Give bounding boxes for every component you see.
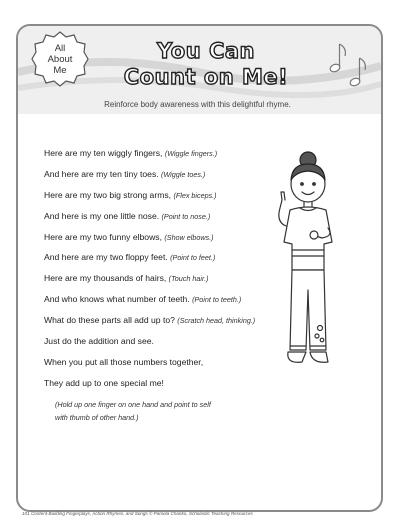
action-cue: (Touch hair.) [168, 274, 209, 284]
rhyme-line [44, 315, 274, 336]
footer-credit: 101 Content-Building Fingerplays, Action Rhymes, and Songs © Pamela Chanko, Scholastic Teaching Resources [22, 511, 253, 516]
badge-line: All [54, 42, 66, 54]
rhyme-text: Here are my ten wiggly fingers, [44, 148, 163, 158]
action-cue: (Scratch head, thinking.) [177, 316, 256, 326]
final-cue-line: (Hold up one finger on one hand and point to self [55, 400, 211, 409]
rhyme-line [44, 357, 274, 378]
action-cue: (Wiggle toes.) [161, 169, 206, 179]
action-cue: (Point to feet.) [170, 253, 216, 263]
badge-line: Me [53, 64, 67, 76]
action-cue: (Wiggle fingers.) [164, 149, 218, 158]
final-cue-line: with thumb of other hand.) [55, 413, 139, 422]
action-cue: (Point to nose.) [161, 211, 211, 221]
rhyme-line [44, 252, 274, 273]
girl-illustration [262, 150, 352, 395]
rhyme-text: When you put all those numbers together, [44, 356, 204, 367]
title-line-1: You Can [157, 39, 255, 63]
rhyme-line [44, 273, 274, 294]
rhyme-text: And who knows what number of teeth. [44, 294, 190, 305]
action-cue: (Show elbows.) [164, 232, 214, 242]
rhyme-line [44, 211, 274, 232]
rhyme-text: What do these parts all add up to? [44, 315, 175, 326]
rhyme-text: They add up to one special me! [44, 377, 164, 388]
rhyme-line [44, 232, 274, 253]
rhyme-text: And here is my one little nose. [44, 210, 160, 221]
all-about-me-badge [31, 30, 89, 88]
rhyme-line [44, 148, 274, 169]
rhyme-line [44, 336, 274, 357]
final-action-cue [55, 398, 255, 424]
rhyme-line [44, 294, 274, 315]
rhyme-lines [44, 148, 274, 399]
rhyme-line [44, 190, 274, 211]
subtitle: Reinforce body awareness with this delightful rhyme. [104, 100, 291, 109]
music-notes-icon [325, 38, 370, 88]
rhyme-line [44, 169, 274, 190]
rhyme-line [44, 378, 274, 399]
action-cue: (Point to teeth.) [192, 295, 242, 305]
badge-line: About [47, 53, 73, 65]
rhyme-text: And here are my two floppy feet. [44, 252, 168, 263]
page-title [106, 38, 306, 90]
action-cue: (Flex biceps.) [173, 190, 217, 200]
rhyme-text: Just do the addition and see. [44, 336, 154, 347]
rhyme-text: Here are my two big strong arms, [44, 189, 172, 200]
rhyme-text: Here are my two funny elbows, [44, 231, 162, 242]
title-line-2: Count on Me! [123, 65, 289, 89]
rhyme-text: And here are my ten tiny toes. [44, 168, 159, 179]
rhyme-text: Here are my thousands of hairs, [44, 273, 167, 284]
